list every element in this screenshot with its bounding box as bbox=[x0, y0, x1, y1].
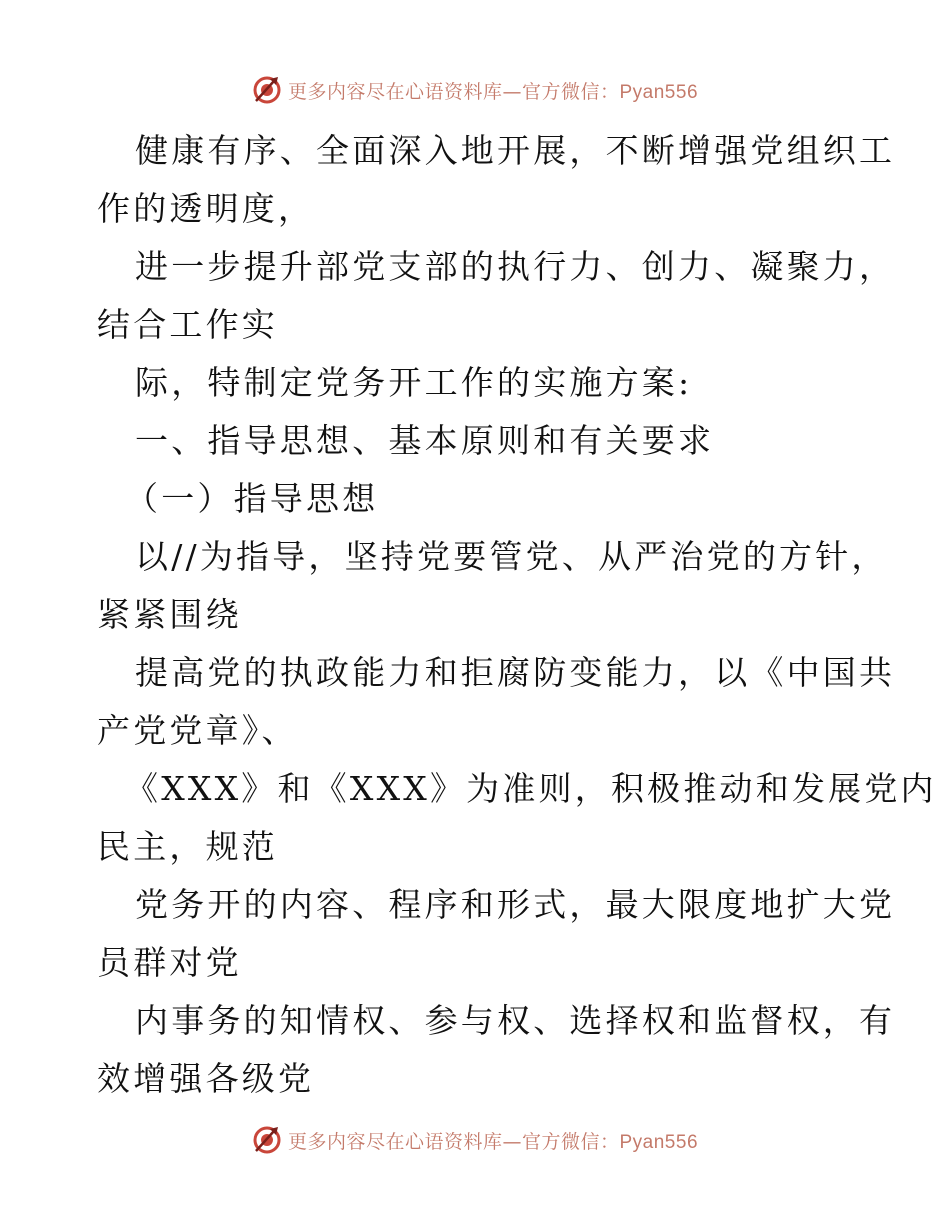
text-line: 紧紧围绕 bbox=[97, 595, 242, 634]
feather-seal-icon bbox=[252, 75, 282, 105]
footer-watermark-banner bbox=[0, 1120, 950, 1160]
text-line: 健康有序、全面深入地开展，不断增强党组织工 bbox=[135, 131, 896, 170]
text-line: 《XXX》和《XXX》为准则，积极推动和发展党内 bbox=[125, 769, 937, 808]
text-line: 以//为指导，坚持党要管党、从严治党的方针， bbox=[135, 537, 888, 576]
text-line: 进一步提升部党支部的执行力、创力、凝聚力， bbox=[135, 247, 896, 286]
section-heading: 一、指导思想、基本原则和有关要求 bbox=[135, 421, 715, 460]
text-line: 效增强各级党 bbox=[97, 1059, 315, 1098]
text-line: 产党党章》、 bbox=[97, 711, 298, 750]
document-body bbox=[97, 122, 937, 1108]
text-line: 内事务的知情权、参与权、选择权和监督权，有 bbox=[135, 1001, 896, 1040]
header-watermark-banner bbox=[0, 70, 950, 110]
text-line: 作的透明度， bbox=[97, 189, 315, 228]
text-line: 员群对党 bbox=[97, 943, 242, 982]
text-line: 结合工作实 bbox=[97, 305, 278, 344]
feather-seal-icon bbox=[252, 1125, 282, 1155]
text-line: 民主，规范 bbox=[97, 827, 278, 866]
text-line: 提高党的执政能力和拒腐防变能力，以《中国共 bbox=[135, 653, 896, 692]
text-line: 党务开的内容、程序和形式，最大限度地扩大党 bbox=[135, 885, 896, 924]
subsection-heading: （一）指导思想 bbox=[125, 479, 379, 518]
text-line: 际，特制定党务开工作的实施方案: bbox=[135, 363, 693, 402]
watermark-text: 更多内容尽在心语资料库—官方微信：Pyan556 bbox=[287, 1130, 699, 1153]
watermark-text: 更多内容尽在心语资料库—官方微信：Pyan556 bbox=[287, 80, 699, 103]
